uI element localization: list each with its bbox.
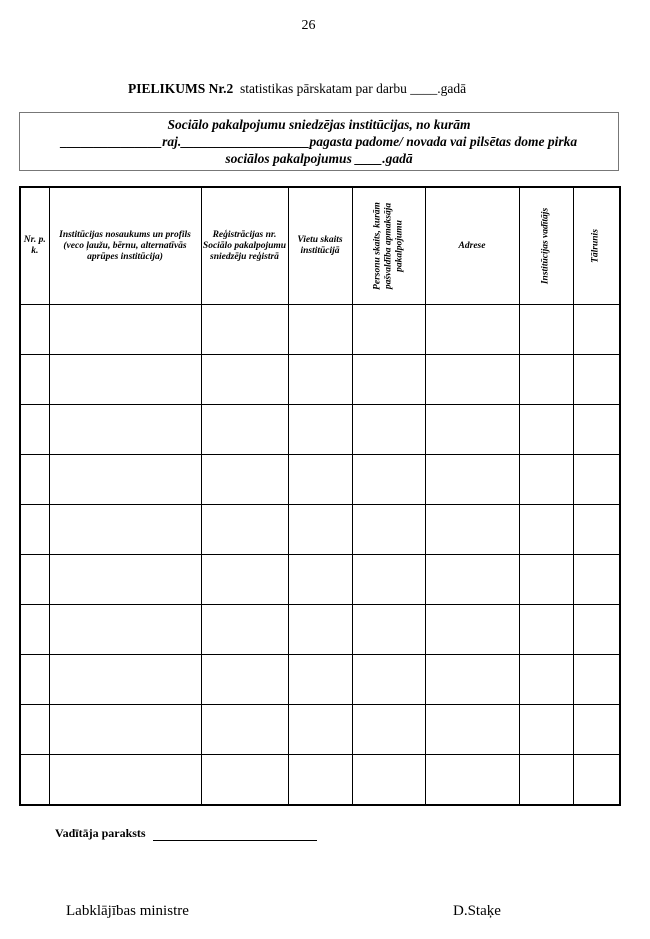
table-row bbox=[20, 755, 620, 806]
table-row bbox=[20, 305, 620, 355]
col-header-places: Vietu skaits institūcijā bbox=[288, 187, 352, 305]
table-cell[interactable] bbox=[519, 555, 573, 605]
table-cell[interactable] bbox=[519, 655, 573, 705]
table-cell[interactable] bbox=[49, 305, 201, 355]
table-cell[interactable] bbox=[201, 355, 288, 405]
table-cell[interactable] bbox=[519, 605, 573, 655]
table-cell[interactable] bbox=[519, 405, 573, 455]
table-cell[interactable] bbox=[425, 705, 519, 755]
table-cell[interactable] bbox=[352, 555, 425, 605]
appendix-subtitle: statistikas pārskatam par darbu ____.gadā bbox=[240, 81, 467, 96]
table-cell[interactable] bbox=[352, 355, 425, 405]
table-cell[interactable] bbox=[573, 555, 620, 605]
table-cell[interactable] bbox=[352, 455, 425, 505]
table-cell[interactable] bbox=[573, 355, 620, 405]
col-header-persons: Personu skaits, kurām pašvaldība apmaksāja pakalpojumu bbox=[352, 187, 425, 305]
table-cell[interactable] bbox=[49, 555, 201, 605]
table-cell[interactable] bbox=[352, 655, 425, 705]
institutions-table bbox=[19, 186, 621, 806]
table-cell[interactable] bbox=[201, 405, 288, 455]
title-line-3: sociālos pakalpojumus ____.gadā bbox=[225, 151, 413, 166]
title-line-1: Sociālo pakalpojumu sniedzējas institūcijas, no kurām bbox=[167, 117, 471, 132]
table-cell[interactable] bbox=[573, 455, 620, 505]
table-cell[interactable] bbox=[519, 355, 573, 405]
table-row bbox=[20, 655, 620, 705]
table-cell[interactable] bbox=[519, 305, 573, 355]
table-cell[interactable] bbox=[201, 705, 288, 755]
table-cell[interactable] bbox=[201, 305, 288, 355]
table-cell[interactable] bbox=[425, 605, 519, 655]
table-cell[interactable] bbox=[201, 455, 288, 505]
table-cell[interactable] bbox=[49, 605, 201, 655]
table-row bbox=[20, 505, 620, 555]
table-cell[interactable] bbox=[201, 505, 288, 555]
col-header-nr: Nr. p. k. bbox=[20, 187, 49, 305]
table-row bbox=[20, 605, 620, 655]
table-cell[interactable] bbox=[425, 555, 519, 605]
table-header-row bbox=[20, 187, 620, 305]
table-row bbox=[20, 455, 620, 505]
table-cell[interactable] bbox=[20, 505, 49, 555]
table-cell[interactable] bbox=[288, 755, 352, 806]
table-cell[interactable] bbox=[573, 655, 620, 705]
table-cell[interactable] bbox=[49, 755, 201, 806]
table-cell[interactable] bbox=[288, 655, 352, 705]
table-cell[interactable] bbox=[288, 605, 352, 655]
table-cell[interactable] bbox=[519, 455, 573, 505]
table-cell[interactable] bbox=[425, 305, 519, 355]
col-header-phone: Tālrunis bbox=[573, 187, 620, 305]
table-cell[interactable] bbox=[573, 605, 620, 655]
table-cell[interactable] bbox=[425, 655, 519, 705]
table-cell[interactable] bbox=[49, 705, 201, 755]
page-number: 26 bbox=[301, 18, 316, 33]
table-cell[interactable] bbox=[49, 505, 201, 555]
table-cell[interactable] bbox=[288, 355, 352, 405]
table-cell[interactable] bbox=[20, 755, 49, 806]
table-cell[interactable] bbox=[20, 705, 49, 755]
table-cell[interactable] bbox=[20, 455, 49, 505]
table-cell[interactable] bbox=[49, 655, 201, 705]
signature-block bbox=[55, 826, 317, 841]
title-box bbox=[19, 112, 619, 171]
table-cell[interactable] bbox=[49, 405, 201, 455]
table-cell[interactable] bbox=[49, 455, 201, 505]
signature-line[interactable] bbox=[153, 828, 317, 841]
table-cell[interactable] bbox=[352, 305, 425, 355]
table-cell[interactable] bbox=[20, 655, 49, 705]
table-cell[interactable] bbox=[573, 505, 620, 555]
table-cell[interactable] bbox=[201, 755, 288, 806]
table-row bbox=[20, 555, 620, 605]
table-cell[interactable] bbox=[519, 505, 573, 555]
appendix-number: PIELIKUMS Nr.2 bbox=[128, 81, 234, 96]
table-cell[interactable] bbox=[288, 555, 352, 605]
table-cell[interactable] bbox=[519, 705, 573, 755]
minister-title: Labklājības ministre bbox=[66, 903, 189, 919]
title-line-2: _______________raj.___________________pagasta padome/ novada vai pilsētas dome pirka bbox=[60, 134, 578, 149]
table-cell[interactable] bbox=[573, 705, 620, 755]
table-cell[interactable] bbox=[201, 555, 288, 605]
table-cell[interactable] bbox=[20, 605, 49, 655]
table-cell[interactable] bbox=[288, 305, 352, 355]
col-header-registration: Reģistrācijas nr. Sociālo pakalpojumu sniedzēju reģistrā bbox=[201, 187, 288, 305]
table-cell[interactable] bbox=[20, 355, 49, 405]
table-row bbox=[20, 405, 620, 455]
table-cell[interactable] bbox=[425, 405, 519, 455]
table-cell[interactable] bbox=[573, 405, 620, 455]
table-cell[interactable] bbox=[352, 405, 425, 455]
table-cell[interactable] bbox=[573, 305, 620, 355]
table-cell[interactable] bbox=[352, 505, 425, 555]
table-cell[interactable] bbox=[201, 605, 288, 655]
table-cell[interactable] bbox=[20, 555, 49, 605]
minister-name: D.Staķe bbox=[453, 903, 501, 919]
col-header-address: Adrese bbox=[425, 187, 519, 305]
col-header-head: Institūcijas vadītājs bbox=[519, 187, 573, 305]
table-cell[interactable] bbox=[425, 505, 519, 555]
table-cell[interactable] bbox=[425, 355, 519, 405]
table-cell[interactable] bbox=[573, 755, 620, 806]
table-cell[interactable] bbox=[201, 655, 288, 705]
table-cell[interactable] bbox=[352, 755, 425, 806]
table-cell[interactable] bbox=[352, 705, 425, 755]
appendix-heading bbox=[128, 81, 466, 97]
table-cell[interactable] bbox=[288, 455, 352, 505]
table-cell[interactable] bbox=[20, 305, 49, 355]
table-row bbox=[20, 355, 620, 405]
table-cell[interactable] bbox=[288, 505, 352, 555]
table-cell[interactable] bbox=[288, 405, 352, 455]
table-row bbox=[20, 705, 620, 755]
table-cell[interactable] bbox=[49, 355, 201, 405]
table-cell[interactable] bbox=[425, 455, 519, 505]
signature-label: Vadītāja paraksts bbox=[55, 826, 146, 840]
table-cell[interactable] bbox=[20, 405, 49, 455]
col-header-name: Institūcijas nosaukums un profils (veco ļaužu, bērnu, alternatīvās aprūpes institūcija) bbox=[49, 187, 201, 305]
table-cell[interactable] bbox=[425, 755, 519, 806]
table-cell[interactable] bbox=[519, 755, 573, 806]
table-cell[interactable] bbox=[288, 705, 352, 755]
table-cell[interactable] bbox=[352, 605, 425, 655]
